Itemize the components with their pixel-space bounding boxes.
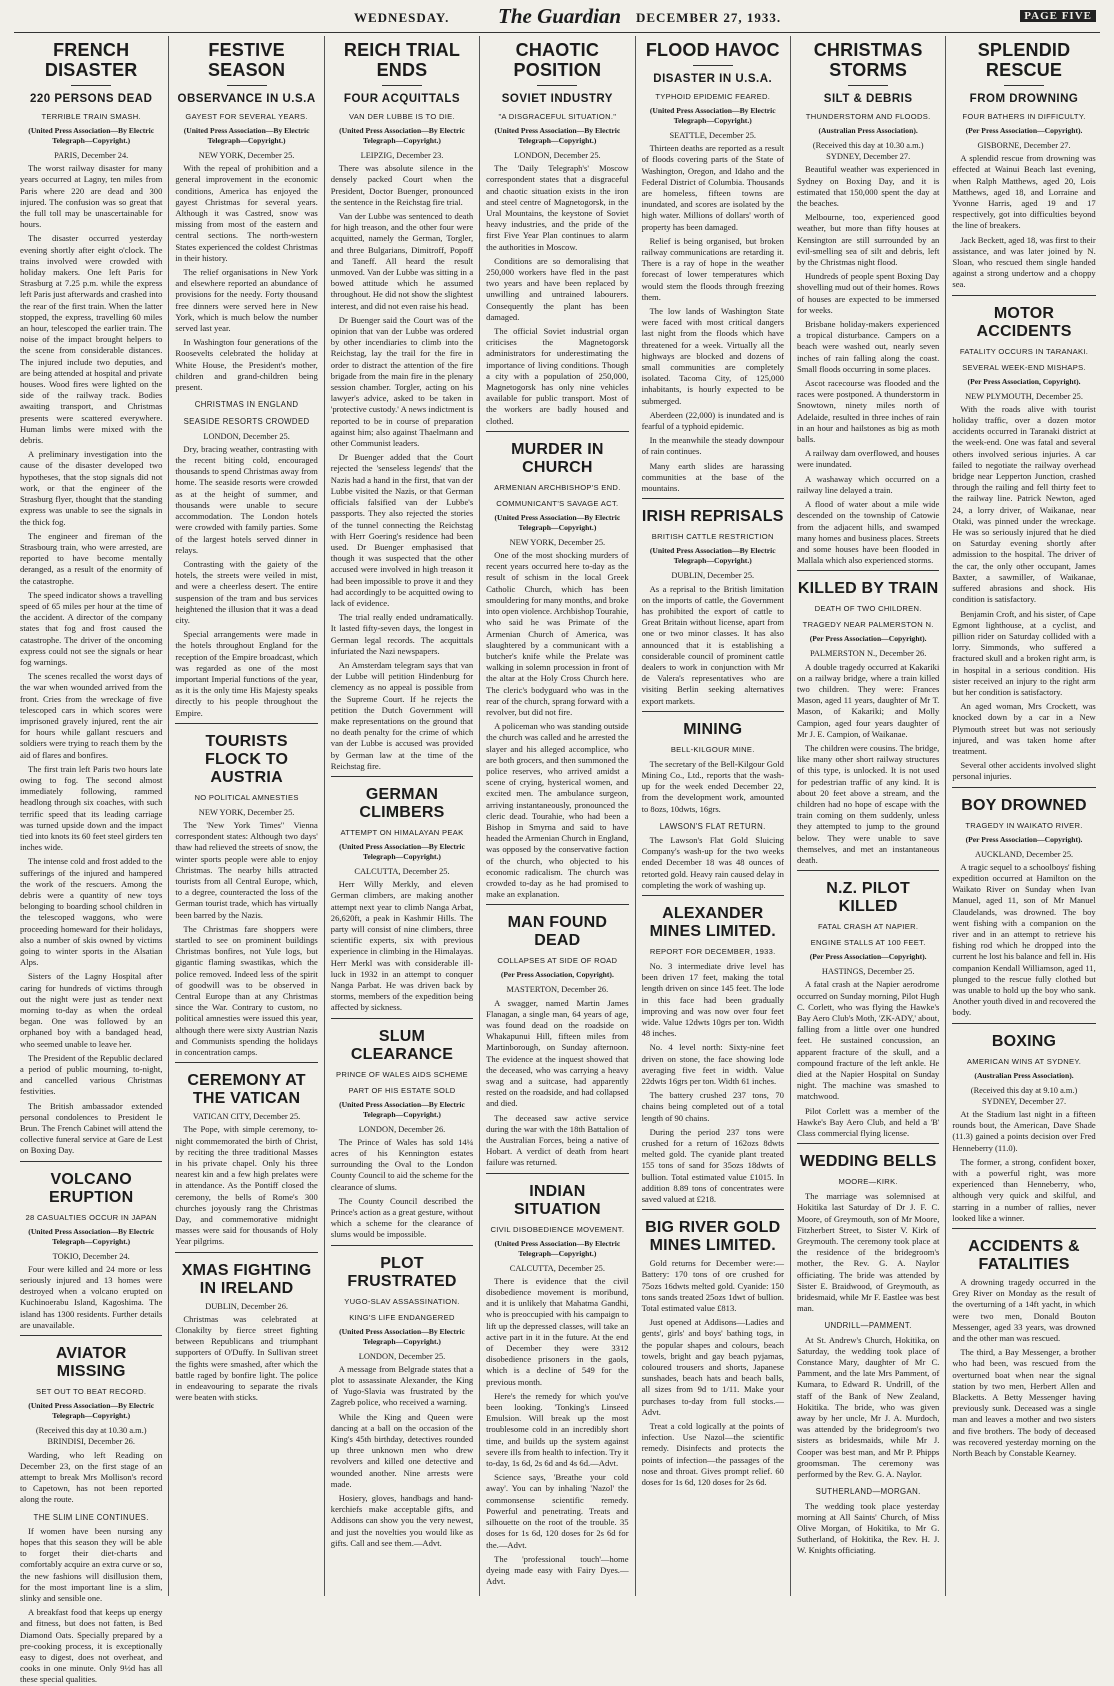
wire-credit: (Australian Press Association). <box>818 126 918 135</box>
paragraph: A double tragedy occurred at Kakariki on a railway bridge, where a train killed two children. They were: Frances Mason, aged 11 years, daughter of Mr T. Mason, of Kakariki; and Molly Campion, aged four years daughter of Mr J. E. Campion, of Waikanae. <box>796 661 940 739</box>
wire-credit: (Per Press Association—Copyright). <box>809 634 927 644</box>
paragraph: A policeman who was standing outside the church was called and he arrested the slayer and his alleged accomplice, who are both grocers, and then summoned the police reserves, who arrived amidst a scene of crying, hysterical women, and excited men. The ambulance surgeon, arriving instantaneously, pronounced the cleric dead. Tourahie, who had been a Bishop in Smyrna and said to have headed the Armenian Church in England, was opposed by the conservative faction of the church, who objected to his economic radicalism. The church was crowded to-day as he had promised to make an explanation. <box>486 721 629 900</box>
article <box>642 711 784 891</box>
article <box>486 431 628 901</box>
wire-credit: (United Press Association—By Electric Telegraph—Copyright.) <box>494 512 621 532</box>
paragraph: The first train left Paris two hours late owing to fog. The second almost immediately following, rammed headlong through six coaches, with such terrific speed that its leading carriage was turned upside down and the impact tied into knots its 60 feet steel girders ten inches wide. <box>20 763 163 853</box>
dateline: NEW PLYMOUTH, December 25. <box>965 391 1083 401</box>
divider-rule <box>71 85 111 86</box>
paragraph: The battery crushed 237 tons, 70 chains being completed out of a total length of 90 chains. <box>641 1090 784 1123</box>
article <box>331 776 473 1014</box>
subheadline: PART OF HIS ESTATE SOLD <box>348 1085 456 1095</box>
column-7 <box>946 36 1101 1596</box>
wire-credit: (Per Press Association, Copyright). <box>967 376 1081 386</box>
article <box>331 1245 473 1549</box>
section-subhead: THE SLIM LINE CONTINUES. <box>33 1512 149 1522</box>
headline: MOTOR ACCIDENTS <box>976 304 1072 340</box>
dateline: PALMERSTON N., December 26. <box>809 649 927 659</box>
paragraph: Hosiery, gloves, handbags and hand-kerchiefs make acceptable gifts, and Addisons can show you the very newest, and just the novelties you would like as gifts. Call and see them.—Advt. <box>330 1493 474 1548</box>
paragraph: The 'New York Times'' Vienna correspondent states: Although two days' thaw had relieved the streets of snow, the winter sports people were able to enjoy Christmas. The nearby hills attracted tourists from all Central Europe, which, to a degree, counteracted the loss of the German tourist trade, which has virtually been barred by the Nazis. <box>175 819 318 920</box>
article <box>331 40 473 772</box>
paragraph: One of the most shocking murders of recent years occurred here to-day as the result of schism in the local Greek Catholic Church, which has been smouldering for many months, and broke into open violence. Archbishop Tourahie, who said he was Primate of the Armenian Church of America, was slaughtered by a communicant with a butcher's knife while the Prelate was walking in solemn procession in front of the altar at the Holy Cross Church here. The cleric's bodyguard who was in the rear of the church, sprang forward with a revolver, but did not fire. <box>486 550 629 717</box>
deck-headline: SOVIET INDUSTRY <box>501 93 613 105</box>
headline: BOY DROWNED <box>961 796 1087 814</box>
wire-credit: (United Press Association—By Electric Telegraph—Copyright.) <box>494 126 621 145</box>
article <box>952 1228 1095 1459</box>
dateline: LONDON, December 25. <box>514 151 601 160</box>
column-1 <box>14 36 169 1685</box>
headline: CHRISTMAS STORMS <box>813 40 923 80</box>
column-5 <box>636 36 791 1596</box>
paragraph: A splendid rescue from drowning was effected at Wainui Beach last evening, when Ralph Matthews, aged 20, Lois Matthews, aged 18, and Lorraine and Yvonne Harris, aged 19 and 17 respectively, got into difficulties beyond the line of breakers. <box>952 153 1096 231</box>
paragraph: The Lawson's Flat Gold Sluicing Company's wash-up for the two weeks ended December 18 was 48 ounces of retorted gold. Heavy rain caused delay in completing the work of washing up. <box>641 834 784 890</box>
paragraph: Melbourne, too, experienced good weather, but more than fifty houses at Kensington are still surrounded by an evil-smelling sea of silt and debris, left by the Christmas night flood. <box>796 212 940 268</box>
headline: N.Z. PILOT KILLED <box>826 880 911 916</box>
paragraph: The low lands of Washington State were faced with most critical dangers last night from the floods which have threatened for a week. Virtually all the highways are blocked and dozens of small communities are completely isolated. Tacoma City, of 125,000 inhabitants, is hourly expected to be submerged. <box>641 306 784 406</box>
deck-headline: OBSERVANCE IN U.S.A <box>177 93 316 105</box>
headline: TOURISTS FLOCK TO AUSTRIA <box>205 732 289 786</box>
subheadline: ENGINE STALLS AT 100 FEET. <box>810 938 926 948</box>
paragraph: Warding, who left Reading on December 23, on the first stage of an attempt to break Mrs Mollison's record to Capetown, has not been reported along the route. <box>20 1449 163 1505</box>
masthead-date: DECEMBER 27, 1933. <box>636 10 782 25</box>
subheadline: VAN DER LUBBE IS TO DIE. <box>349 112 455 121</box>
paragraph: Herr Willy Merkly, and eleven German climbers, are making another attempt next year to climb Nanga Arbat, 26,620ft, a peak in Kashmir Hills. The party will consist of nine climbers, three scientific experts, six with previous experience in climbing in the Himalayas. Herr Merkl was with considerable ill-luck in 1932 in an attempt to conquer Nanga Parbat. He was driven back by storms, members of the expedition being affected by sickness. <box>330 879 474 1013</box>
paragraph: Gold returns for December were:— Battery: 170 tons of ore crushed for 75ozs 16dwts melted gold. Cyanide: 150 tons sands treated 25ozs 1dwt of bullion. Total estimated value £813. <box>641 1258 784 1314</box>
dateline: GISBORNE, December 27. <box>977 141 1071 150</box>
subheadline: MOORE—KIRK. <box>838 1177 898 1187</box>
wire-credit: (United Press Association—By Electric Telegraph—Copyright.) <box>339 126 465 145</box>
wire-credit: (Australian Press Association). <box>974 1070 1074 1080</box>
paragraph: Sisters of the Lagny Hospital after caring for hundreds of victims through out the night were just as tender next morning to-day as when the ordeal began. One was followed by an orphaned boy with a bandaged head, who seemed unable to leave her. <box>20 971 163 1049</box>
headline: XMAS FIGHTING IN IRELAND <box>181 1261 312 1297</box>
paragraph: Ascot racecourse was flooded and the races were postponed. A thunderstorm in Snowtown, ninety miles north of Adelaide, resulted in three inches of rain in an hour and hailstones as big as moth balls. <box>796 378 940 445</box>
headline: IRISH REPRISALS <box>641 508 784 526</box>
paragraph: A washaway which occurred on a railway line delayed a train. <box>796 473 940 495</box>
dateline: CALCUTTA, December 25. <box>354 866 450 876</box>
paragraph: The worst railway disaster for many years occurred at Lagny, ten miles from Paris where 220 are dead and 300 injured. The confusion was so great that the full toll may be unascertainable for hours. <box>20 163 163 230</box>
paragraph: At St. Andrew's Church, Hokitika, on Saturday, the wedding took place of Constance Mary, daughter of Mr C. Pamment, and the late Mrs Pamment, of Kumara, to Edward R. Undrill, of the staff of the Bank of New Zealand, Hokitika. The bride, who was given away by her uncle, Mr J. A. Murdoch, was attended by the bridegroom's two sisters as bridesmaids, while Mr J. Cooper was best man, and Mr P. Phipps groomsman. The ceremony was performed by the Rev. G. A. Naylor. <box>796 1334 940 1480</box>
paragraph: Beautiful weather was experienced in Sydney on Boxing Day, and it is estimated that 150,000 spent the day at the beaches. <box>796 164 940 209</box>
article <box>331 1018 473 1241</box>
headline: CEREMONY AT THE VATICAN <box>187 1072 306 1108</box>
paragraph: Hundreds of people spent Boxing Day shovelling mud out of their homes. Rows of houses are expected to be immersed for weeks. <box>796 271 940 315</box>
headline: FLOOD HAVOC <box>645 40 780 60</box>
column-4 <box>480 36 635 1596</box>
paragraph: Several other accidents involved slight personal injuries. <box>952 760 1096 782</box>
paragraph: As a reprisal to the British limitation on the imports of cattle, the Government has prohibited the export of cattle to Great Britain without license, apart from one or two minor classes. It has also announced that it is establishing a considerable council of prominent cattle dealers to work in conjunction with Mr de Valera's representatives who are visiting Berlin seeking alternatives export markets. <box>641 583 784 706</box>
paragraph: The former, a strong, confident boxer, with a powerful right, was more experienced than Henneberry, who, although very quick and skilful, and starring in a number of rallies, never looked like a winner. <box>952 1156 1096 1223</box>
headline: CHAOTIC POSITION <box>513 40 602 80</box>
paragraph: The disaster occurred yesterday evening shortly after eight o'clock. The trains involved were crowded with holiday makers. One left Paris for Strasburg at 7.25 p.m. while the express left Paris just afterwards and crashed into the rear of the first train. When the latter stopped, the express, travelling 60 miles an hour, telescoped the earlier train. The noise of the impact brought helpers to the scene from considerable distances. The injured include two deputies, and are being attended at hospital and private houses. Wood fires were lighted on the side of the railway track. Bodies awaiting transport, and Christmas presents were scattered everywhere. Human limbs were mixed with the debris. <box>20 233 163 446</box>
paragraph: The third, a Bay Messenger, a brother who had been, was rescued from the overturned boat when near the signal station by two men, Herbert Allen and Blacketts. A Betty Messenger having previously sunk. Deceased was a single man and leaves a mother and two sisters and five brothers. The body of deceased was recovered yesterday morning on the North Beach by Constable Kearney. <box>952 1347 1096 1459</box>
paragraph: Here's the remedy for which you've been looking. 'Tonking's Linseed Emulsion. Will break up the most troublesome cold in an incredibly short time, and builds up the system against severe ills from health to infection. Try it to-day, 1s 6d, 2s 6d and 4s 6d.—Advt. <box>486 1390 629 1469</box>
article <box>486 40 628 427</box>
subheadline: YUGO-SLAV ASSASSINATION. <box>344 1296 460 1306</box>
paragraph: A railway dam overflowed, and houses were inundated. <box>796 448 940 470</box>
wire-credit: (United Press Association—By Electric Telegraph—Copyright.) <box>28 1401 155 1421</box>
subheadline: COMMUNICANT'S SAVAGE ACT. <box>496 498 619 508</box>
article <box>797 40 939 566</box>
deck-headline: 220 PERSONS DEAD <box>29 93 153 105</box>
section-subhead: SUTHERLAND—MORGAN. <box>815 1487 921 1497</box>
divider-rule <box>537 85 577 86</box>
paragraph: The marriage was solemnised at Hokitika last Saturday of Dr J. F. C. Moore, of Greymouth, son of Mr Moore, Fitzherbert Street, to Sister V. Kirk of Greymouth. The ceremony took place at the residence of the bridegroom's mother, the Rev. G. A. Naylor officiating. The bride was attended by Sister E. Braidwood, of Greymouth, as bridesmaid, while Mr F. Eastlee was best man. <box>796 1191 940 1314</box>
dateline: DUBLIN, December 26. <box>205 1301 288 1311</box>
paragraph: A tragic sequel to a schoolboys' fishing expedition occurred at Hamilton on the Waikato River on Sunday when Ivan Manuel, aged 11, son of Mr Manuel Claudelands, was drowned. The boy went fishing with a companion on the river and in an attempt to retrieve his fishing rod which he dropped into the current he lost his balance and fell in. His companion Kendall Williamson, aged 11, plunged to the rescue fully clothed but was unable to hold up the boy who sank. Another youth dived in and recovered the body. <box>952 861 1096 1018</box>
subheadline: THUNDERSTORM AND FLOODS. <box>805 112 931 121</box>
dateline: SEATTLE, December 25. <box>669 131 757 140</box>
wire-credit: (United Press Association—By Electric Telegraph—Copyright.) <box>339 1099 465 1119</box>
article <box>797 1143 939 1556</box>
column-6 <box>791 36 946 1596</box>
paragraph: Thirteen deaths are reported as a result of floods covering parts of the State of Washington, Oregon, and Idaho and the Federal District of Columbia. Thousands are homeless, fifteen towns are inundated, and scores are isolated by the high water. Millions of dollars' worth of property has been damaged. <box>641 143 784 232</box>
paragraph: A drowning tragedy occurred in the Grey River on Monday as the result of the overturning of a 14ft yacht, in which were two men, Donald Bouton Messenger, aged 33 years, was drowned and the other man was rescued. <box>952 1277 1096 1344</box>
headline: INDIAN SITUATION <box>513 1182 601 1218</box>
wire-credit: (United Press Association—By Electric Telegraph—Copyright.) <box>649 546 776 566</box>
paragraph: Relief is being organised, but broken railway communications are retarding it. There is a ray of hope in the weather forecast of lower temperatures which would stem the floods through freezing them. <box>641 235 784 302</box>
paragraph: The trial really ended undramatically. It lasted fifty-seven days, the longest in German legal records. The acquittals infuriated the Nazi newspapers. <box>330 612 474 656</box>
paragraph: The intense cold and frost added to the sufferings of the injured and hampered the work of the rescuers. Among the debris were a quantity of new toys belonging to boarding school children in the telescoped waggons, who were proceeding homeward for their holidays, also a number of skis owned by victims going to winter sports in the Alsatian Alps. <box>20 856 163 968</box>
wire-credit: (Per Press Association—Copyright). <box>965 834 1083 844</box>
paragraph: Science says, 'Breathe your cold away'. You can by inhaling 'Nazol' the commonsense scientific remedy. Powerful and penetrating. Treats and silhouette on the root of the trouble. 35 doses for 1s 6d, 120 doses for 2s 6d for the.—Advt. <box>486 1472 629 1550</box>
article <box>797 870 939 1139</box>
masthead-page-label: PAGE FIVE <box>1020 10 1096 22</box>
article <box>20 40 162 1157</box>
divider-rule <box>693 65 733 66</box>
dateline: NEW YORK, December 25. <box>198 807 295 817</box>
paragraph: The Christmas fare shoppers were startled to see on prominent buildings Christmas bonfires, not Yule logs, but gigantic flaming swastikas, which the police removed. Indeed less of the spirit of goodwill was to be observed in Central Europe than at any Christmas since the War. Contrary to custom, no political amnesties were issued this year, although there were sixty Austrian Nazis and Communists spending the holidays in concentration camps. <box>175 923 318 1058</box>
paragraph: Conditions are so demoralising that 250,000 workers have fled in the past two years and have been replaced by unwilling and untrained labourers. Consequently the plant has been damaged. <box>486 255 629 322</box>
subheadline: SET OUT TO BEAT RECORD. <box>36 1387 147 1397</box>
headline: ACCIDENTS & FATALITIES <box>968 1238 1080 1274</box>
paragraph: Dry, bracing weather, contrasting with the recent biting cold, encouraged thousands to spend Christmas away from home. The seaside resorts were crowded as at the height of summer, and thousands were unable to secure accommodation. The London hotels were crowded with family parties. Some of the largest hotels served dinner in relays. <box>175 443 318 555</box>
subheadline: REPORT FOR DECEMBER, 1933. <box>649 946 776 956</box>
paragraph: With the roads alive with tourist holiday traffic, over a dozen motor accidents occurred in Taranaki district at the week-end. One was fatal and several others involved serious injuries. A car failed to negotiate the railway overhead bridge near Lepperton Junction, crashed through the railing and fell thirty feet to the railway line. Patrick Newton, aged 24, a lorry driver, of Waikanae, near Otaki, was pinned under the wreckage. He was so seriously injured that he died on Saturday evening shortly after admission to the hospital. The driver of the car, the only other occupant, James Baxter, a sawmiller, of Waikanae, suffered abrasions and shock. His condition is satisfactory. <box>952 403 1096 605</box>
paragraph: Benjamin Croft, and his sister, of Cape Egmont lighthouse, at a cyclist, and pillion rider on Saturday collided with a lorry. Simmonds, who suffered a fractured skull and a broken right arm, is in hospital in a serious condition. His sister received an injury to the right arm but her condition is satisfactory. <box>952 608 1096 697</box>
article <box>175 40 317 719</box>
section-subhead: UNDRILL—PAMMENT. <box>824 1321 912 1331</box>
subheadline: FOUR BATHERS IN DIFFICULTY. <box>962 112 1086 121</box>
paragraph: The relief organisations in New York and elsewhere reported an abundance of provisions for the needy. Forty thousand free dinners were served here in New York, which is much below the number served last year. <box>175 267 318 334</box>
paragraph: Jack Beckett, aged 18, was first to their assistance, and was later joined by N. Sloan, who rescued them single handed against a strong undertow and a choppy sea. <box>952 234 1096 290</box>
headline: SPLENDID RESCUE <box>977 40 1071 80</box>
paragraph: The 'Daily Telegraph's' Moscow correspondent states that a disgraceful and chaotic situation exists in the iron and steel centre of Magnetogorsk, in the Ural Mountains, the keystone of Soviet heavy industries, and the pride of the first Five Year Plan continues to alarm the authorities in Moscow. <box>486 163 629 252</box>
subheadline: KING'S LIFE ENDANGERED <box>349 1312 455 1322</box>
headline: FESTIVE SEASON <box>207 40 286 80</box>
paragraph: Special arrangements were made in the hotels throughout England for the reception of the Empire broadcast, which was regarded as one of the most important Imperial functions of the year, as it is the only time His Majesty speaks directly to his people throughout the Empire. <box>175 629 318 718</box>
column-3 <box>325 36 480 1596</box>
subheadline: TRAGEDY IN WAIKATO RIVER. <box>965 820 1083 830</box>
headline: AVIATOR MISSING <box>55 1345 127 1381</box>
subheadline: BELL-KILGOUR MINE. <box>670 744 755 754</box>
dateline: LONDON, December 26. <box>358 1124 446 1134</box>
paragraph: Contrasting with the gaiety of the hotels, the streets were veiled in mist, and were a cheerless desert. The entire suspension of the tram and bus services heightened the illusion that it was a dead city. <box>175 558 318 625</box>
article <box>952 1023 1095 1224</box>
paragraph: The children were cousins. The bridge, like many other short railway structures of this type, is unlocked. It is not used for pedestrian traffic of any kind. It is about 20 feet above a stream, and the children had no hope of escape with the train coming on them suddenly, unless they attempted to jump to the ground below. They were unable to save themselves, and met an instantaneous death. <box>796 742 940 865</box>
deck-headline: SILT & DEBRIS <box>823 93 913 105</box>
headline: FRENCH DISASTER <box>44 40 138 80</box>
paragraph: The Pope, with simple ceremony, to-night commemorated the birth of Christ, by reciting the three traditional Masses in his private chapel. Only his three nearest kin and a few high prelates were in attendance. As the Pontiff closed the ceremony, the bells of Rome's 300 churches joyously rang the Christmas Day, and commemorative midnight masses were said for thousands of Holy Year pilgrims. <box>175 1124 318 1247</box>
subheadline: "A DISGRACEFUL SITUATION." <box>498 112 617 121</box>
subheadline: COLLAPSES AT SIDE OF ROAD <box>497 956 618 966</box>
paragraph: A breakfast food that keeps up energy and fitness, but does not fatten, is Bed Diamond Oats. Specially prepared by a pre-cooking process, it is exceptionally easy to digest, does not overheat, and cooks in one minute. Only 9½d has all these special qualities. <box>20 1607 163 1685</box>
wire-credit: (United Press Association—By Electric Telegraph—Copyright.) <box>494 1238 621 1258</box>
masthead-day: WEDNESDAY. <box>354 10 450 25</box>
subheadline: PRINCE OF WALES AIDS SCHEME <box>336 1069 468 1079</box>
paragraph: The deceased saw active service during the war with the 18th Battalion of the Australian Forces, being a native of Hobart. A verdict of death from heart failure was returned. <box>486 1112 629 1168</box>
paragraph: The County Council described the Prince's action as a great gesture, without which a scheme for the clearance of slums would be impossible. <box>330 1195 474 1240</box>
paragraph: Treat a cold logically at the points of infection. Use Nazol—the scientific remedy. Disinfects and protects the points of infection—the passages of the nose and throat. Gives prompt relief. 60 doses for 1s 6d, 120 doses for 2s 6d. <box>641 1421 784 1488</box>
paragraph: There was absolute silence in the densely packed Court when the President, Doctor Buenger, pronounced the sentence in the Reichstag fire trial. <box>330 163 474 207</box>
wire-credit: (United Press Association—By Electric Telegraph—Copyright.) <box>339 1326 465 1346</box>
dateline: HASTINGS, December 25. <box>821 967 915 977</box>
dateline: LONDON, December 25. <box>358 1351 446 1361</box>
subheadline: CIVIL DISOBEDIENCE MOVEMENT. <box>490 1224 625 1234</box>
paragraph: In the meanwhile the steady downpour of rain continues. <box>641 435 784 457</box>
article <box>642 40 784 494</box>
headline: PLOT FRUSTRATED <box>347 1254 457 1290</box>
paragraph: In Washington four generations of the Roosevelts celebrated the holiday at White House, the President's mother, children and grand-children being present. <box>175 337 318 393</box>
paragraph: A flood of water about a mile wide descended on the township of Catowie from the adjacent hills, and swamped many homes and business places. Streets and some houses have been flooded in Mallala which also experienced storms. <box>796 499 940 566</box>
paragraph: The scenes recalled the worst days of the war when wounded arrived from the front. Cries from the wreckage of five telescoped cars in which scores were imprisoned gravely injured, rent the air for hours while gallant rescuers and soldiers were trying to reach them by the aid of flares and bonfires. <box>20 671 163 760</box>
paragraph: There is evidence that the civil disobedience movement is moribund, and it is unlikely that Mahatma Gandhi, who is preoccupied with his campaign to lift up the depressed classes, will take an active part in it in the future. At the end of December they were 3312 disobedience prisoners in the gaols, which is a decline of 549 for the previous month. <box>486 1275 629 1387</box>
article <box>175 1062 317 1247</box>
subheadline: TRAGEDY NEAR PALMERSTON N. <box>802 620 934 630</box>
headline: KILLED BY TRAIN <box>797 580 939 598</box>
article <box>642 498 784 706</box>
paragraph: Many earth slides are harassing communities at the base of the mountains. <box>641 460 784 494</box>
subheadline: 28 CASUALTIES OCCUR IN JAPAN <box>25 1212 157 1222</box>
newspaper-columns <box>14 36 1102 1685</box>
deck-headline: FROM DROWNING <box>969 93 1079 105</box>
article <box>20 1161 162 1331</box>
subheadline: SEVERAL WEEK-END MISHAPS. <box>962 362 1086 372</box>
paragraph: The engineer and fireman of the Strasbourg train, who were arrested, are reported to have become mentally deranged, as a result of the enormity of the catastrophe. <box>20 530 163 586</box>
article <box>20 1335 162 1685</box>
paragraph: The President of the Republic declared a period of public mourning, to-night, and cancelled various Christmas festivities. <box>20 1052 163 1097</box>
article <box>797 570 939 866</box>
paragraph: With the repeal of prohibition and a general improvement in the economic conditions, America has enjoyed the gayest Christmas for several years. Although it was Castred, snow was missing from most of the eastern and central sections. The north-western States experienced the coldest Christmas in their history. <box>175 163 318 263</box>
subheadline: AMERICAN WINS AT SYDNEY. <box>966 1056 1082 1066</box>
headline: REICH TRIAL ENDS <box>343 40 461 80</box>
dateline: PARIS, December 24. <box>54 151 129 160</box>
paragraph: A swagger, named Martin James Flanagan, a single man, 64 years of age, was found dead on the roadside on Whakapunui Hill, fifteen miles from Martinborough, on Sunday afternoon. The evidence at the inquest showed that the deceased, who was carrying a heavy swag and a suitcase, had apparently rested on the roadside, and had collapsed and died. <box>486 997 629 1109</box>
column-2 <box>169 36 324 1596</box>
paragraph: A preliminary investigation into the cause of the disaster developed two hypotheses, that the stop signals did not work, or that the engineer of the Strasburg flyer, thought that the standing express was unable to see the signals in the thick fog. <box>20 449 163 527</box>
dateline: VATICAN CITY, December 25. <box>192 1112 301 1122</box>
subheadline: NO POLITICAL AMNESTIES <box>194 792 299 802</box>
paragraph: At the Stadium last night in a fifteen rounds bout, the American, Dave Shade (11.3) gained a points decision over Fred Henneberry (11.0). <box>952 1109 1096 1153</box>
paragraph: An aged woman, Mrs Crockett, was knocked down by a car in a New Plymouth street but was not seriously injured, and was taken home after treatment. <box>952 701 1096 756</box>
article <box>175 1252 317 1404</box>
dateline: (Received this day at 10.30 a.m.) SYDNEY, December 27. <box>812 141 924 162</box>
paragraph: Four were killed and 24 more or less seriously injured and 13 homes were destroyed when a volcano erupted on Kuchinoerabu Island, Kagoshima. The island has 1300 residents. Further details are unavailable. <box>20 1263 163 1330</box>
dateline: TOKIO, December 24. <box>52 1251 130 1261</box>
dateline: MASTERTON, December 26. <box>506 985 609 995</box>
subheadline: TERRIBLE TRAIN SMASH. <box>41 112 141 121</box>
subheadline: FATAL CRASH AT NAPIER. <box>818 922 919 932</box>
subheadline: ARMENIAN ARCHBISHOP'S END. <box>494 482 621 492</box>
article <box>642 895 784 1205</box>
wire-credit: (United Press Association—By Electric Telegraph—Copyright.) <box>28 1226 155 1246</box>
paragraph: A fatal crash at the Napier aerodrome occurred on Sunday morning, Pilot Hugh C. Corlett, who was flying the Hawke's Bay Aero Club's Moth, 'ZK-ADY,' about, falling from a little over one hundred feet. He sustained concussion, an apparent fracture of the skull, and a compound fracture of the left ankle. He died at the Napier Hospital on Sunday night. The machine was smashed to matchwood. <box>796 979 940 1102</box>
dateline: NEW YORK, December 25. <box>509 537 606 547</box>
masthead <box>14 2 1100 33</box>
article <box>175 723 317 1058</box>
section-subhead: CHRISTMAS IN ENGLAND <box>194 400 299 410</box>
paragraph: During the period 237 tons were crushed for a return of 162ozs 8dwts melted gold. The cyanide plant treated 155 tons of sand for 35ozs 18dwts of bullion. Total estimated value £1015. In addition 8.89 tons of concentrates were saved valued at £218. <box>641 1126 784 1205</box>
divider-rule <box>848 85 888 86</box>
headline: WEDDING BELLS <box>799 1153 937 1171</box>
section-subhead: SEASIDE RESORTS CROWDED <box>183 417 310 427</box>
wire-credit: (United Press Association—By Electric Telegraph—Copyright.) <box>183 126 310 145</box>
paragraph: The wedding took place yesterday morning at All Saints' Church, of Miss Olive Morgan, of Hokitika, to Mr G. Sutherland, of Hokitika, the Rev. H. J. W. Knights officiating. <box>796 1500 940 1556</box>
paragraph: Christmas was celebrated at Clonakilty by fierce street fighting between Republicans and triumphant supporters of O'Duffy. In Sullivan street the fights were smashed, after which the battle raged by bonfire light. The police in endeavouring to separate the rivals were beaten with sticks. <box>175 1313 318 1403</box>
paragraph: Just opened at Addisons—Ladies and gents', girls' and boys' bathing togs, in the popular shapes and colours, beach towels, bright and gay beach pyjamas, coloured trousers and shorts, Japanese sunshades, beach hats and beach balls, all sizes from 9d to 1/11. Make your purchases to-day from full stocks.—Advt. <box>641 1317 784 1417</box>
deck-headline: DISASTER IN U.S.A. <box>653 73 773 85</box>
dateline: LEIPZIG, December 23. <box>360 151 444 160</box>
wire-credit: (United Press Association—By Electric Telegraph—Copyright.) <box>339 841 465 861</box>
dateline: NEW YORK, December 25. <box>198 151 295 160</box>
paragraph: Dr Buenger added that the Court rejected the 'senseless legends' that the Nazis had a hand in the first, that van der Lubbe visited the Nazis, or that German officials falsified van der Lubbe's passports. They also rejected the stories of the tunnel connecting the Reichstag with Herr Goering's residence had been used. Dr Buenger emphasised that though it was suspected that the other accused were involved in high treason it had been impossible to prove it and they had accordingly to be acquitted owing to lack of evidence. <box>330 452 474 608</box>
dateline: (Received this day at 9.10 a.m.) SYDNEY, December 27. <box>970 1085 1078 1106</box>
dateline: CALCUTTA, December 25. <box>509 1263 605 1273</box>
article <box>952 787 1095 1019</box>
article <box>642 1209 784 1488</box>
paragraph: Van der Lubbe was sentenced to death for high treason, and the other four were acquitted, namely the German, Torgler, and three Bulgarians, Dimitroff, Popoff and Taneff. All heard the result unmoved. Van der Lubbe was sitting in a bowed attitude which he assumed throughout. He did not show the slightest interest, and did not even raise his head. <box>330 211 474 311</box>
paragraph: An Amsterdam telegram says that van der Lubbe will petition Hindenburg for clemency as no appeal is possible from the Supreme Court. If he rejects the petition the Dutch Government will make representations on the ground that no death penalty for the crime of which van der Lubbe is accused was provided by German law at the time of the Reichstag fire. <box>330 659 474 771</box>
subheadline: GAYEST FOR SEVERAL YEARS. <box>185 112 308 121</box>
wire-credit: (Per Press Association, Copyright). <box>500 970 614 980</box>
paragraph: The speed indicator shows a travelling speed of 65 miles per hour at the time of the accident. A director of the company states that fog and frost caused the catastrophe. The driver of the oncoming express could not see the signals or hear fog warnings. <box>20 589 163 667</box>
paragraph: Aberdeen (22,000) is inundated and is fearful of a typhoid epidemic. <box>641 409 784 432</box>
headline: BIG RIVER GOLD MINES LIMITED. <box>645 1219 781 1255</box>
headline: MURDER IN CHURCH <box>511 440 604 476</box>
dateline: AUCKLAND, December 25. <box>974 849 1074 859</box>
paragraph: The secretary of the Bell-Kilgour Gold Mining Co., Ltd., reports that the wash-up for the week ended December 22, from the development work, amounted to 8ozs, 10dwts, 16grs. <box>641 758 784 814</box>
deck-headline: FOUR ACQUITTALS <box>343 93 461 105</box>
paragraph: Brisbane holiday-makers experienced a tropical disturbance. Campers on a beach were washed out, nearly seven inches of rain falling along the coast. Small floods occurring in some places. <box>796 319 940 374</box>
headline: VOLCANO ERUPTION <box>49 1170 134 1206</box>
dateline: LONDON, December 25. <box>203 431 290 441</box>
wire-credit: (United Press Association—By Electric Telegraph—Copyright.) <box>28 126 155 145</box>
headline: GERMAN CLIMBERS <box>359 785 445 821</box>
paragraph: While the King and Queen were dancing at a ball on the occasion of the King's 45th birthday, detectives rounded up three unknown men who drew revolvers and killed one detective and wounded another. Nine arrests were made. <box>330 1411 474 1489</box>
wire-credit: (Per Press Association—Copyright). <box>809 952 927 962</box>
headline: MAN FOUND DEAD <box>507 914 608 950</box>
paragraph: Dr Buenger said the Court was of the opinion that van der Lubbe was ordered by other incendiaries to climb into the Reichstag, lay the trail for the fire in order to distract the attention of the fire brigade from the main fire in the plenary session chamber. Torgler, acting on his lawyer's advice, asked to be taken in 'protective custody.' A news indictment is reported to be in course of preparation against him; also against Thaelmann and other Communist leaders. <box>330 314 474 449</box>
article <box>486 904 628 1168</box>
subheadline: DEATH OF TWO CHILDREN. <box>814 604 922 614</box>
paragraph: The Prince of Wales has sold 14¼ acres of his Kennington estates surrounding the Oval to the London County Council to aid the scheme for the clearance of slums. <box>330 1136 474 1192</box>
headline: SLUM CLEARANCE <box>350 1027 454 1063</box>
subheadline: ATTEMPT ON HIMALAYAN PEAK <box>340 827 464 837</box>
dateline: DUBLIN, December 25. <box>671 571 755 581</box>
headline: BOXING <box>991 1032 1057 1050</box>
section-subhead: LAWSON'S FLAT RETURN. <box>659 821 766 831</box>
divider-rule <box>227 85 267 86</box>
divider-rule <box>1004 85 1044 86</box>
paragraph: A message from Belgrade states that a plot to assassinate Alexander, the King of Yugo-Slavia was frustrated by the Zagreb police, who received a warning. <box>330 1363 474 1408</box>
paragraph: The 'professional touch'—home dyeing made easy with Fairy Dyes.—Advt. <box>486 1553 629 1587</box>
paragraph: The British ambassador extended personal condolences to President le Brun. The French Cabinet will attend the collective funeral service at Gare de Lest on Boxing Day. <box>20 1100 163 1156</box>
headline: MINING <box>683 720 743 738</box>
headline: ALEXANDER MINES LIMITED. <box>649 904 776 940</box>
wire-credit: (United Press Association—By Electric Telegraph—Copyright.) <box>649 106 776 125</box>
paragraph: No. 4 level north: Sixty-nine feet driven on stone, the face showing lode averaging five feet in width. Value 22dwts 16grs per ton. Width 61 inches. <box>641 1042 784 1086</box>
subheadline: BRITISH CATTLE RESTRICTION <box>651 532 774 542</box>
dateline: (Received this day at 10.30 a.m.) BRINDISI, December 26. <box>35 1426 147 1447</box>
article <box>486 1173 628 1588</box>
paragraph: No. 3 intermediate drive level has been driven 17 feet, making the total length driven on since 145 feet. The lode in this face had been gradually improving and was now over four feet wide. Value 12dwts 10grs per ton. Width 48 inches. <box>641 960 784 1039</box>
wire-credit: (Per Press Association—Copyright). <box>965 126 1083 135</box>
article <box>952 295 1095 783</box>
divider-rule <box>382 85 422 86</box>
subheadline: TYPHOID EPIDEMIC FEARED. <box>655 92 771 101</box>
article <box>952 40 1095 291</box>
subheadline: FATALITY OCCURS IN TARANAKI. <box>959 346 1089 356</box>
paragraph: If women have been nursing any hopes that this season they will be able to forget their diet-charts and comfortably acquire an extra curve or so, the new fashions will disillusion them, for the most important line is a slim, slinky and sensible one. <box>20 1525 163 1603</box>
paragraph: The official Soviet industrial organ criticises the Magnetogorsk administrators for underestimating the importance of living conditions. Though a city with a population of 250,000, Magnetogorsk has only nine vehicles available for public transport. Most of the workers are badly housed and clothed. <box>486 326 629 426</box>
paragraph: Pilot Corlett was a member of the Hawke's Bay Aero Club, and held a 'B' Class commercial flying license. <box>796 1105 940 1139</box>
masthead-paper-title: The Guardian <box>498 4 622 28</box>
